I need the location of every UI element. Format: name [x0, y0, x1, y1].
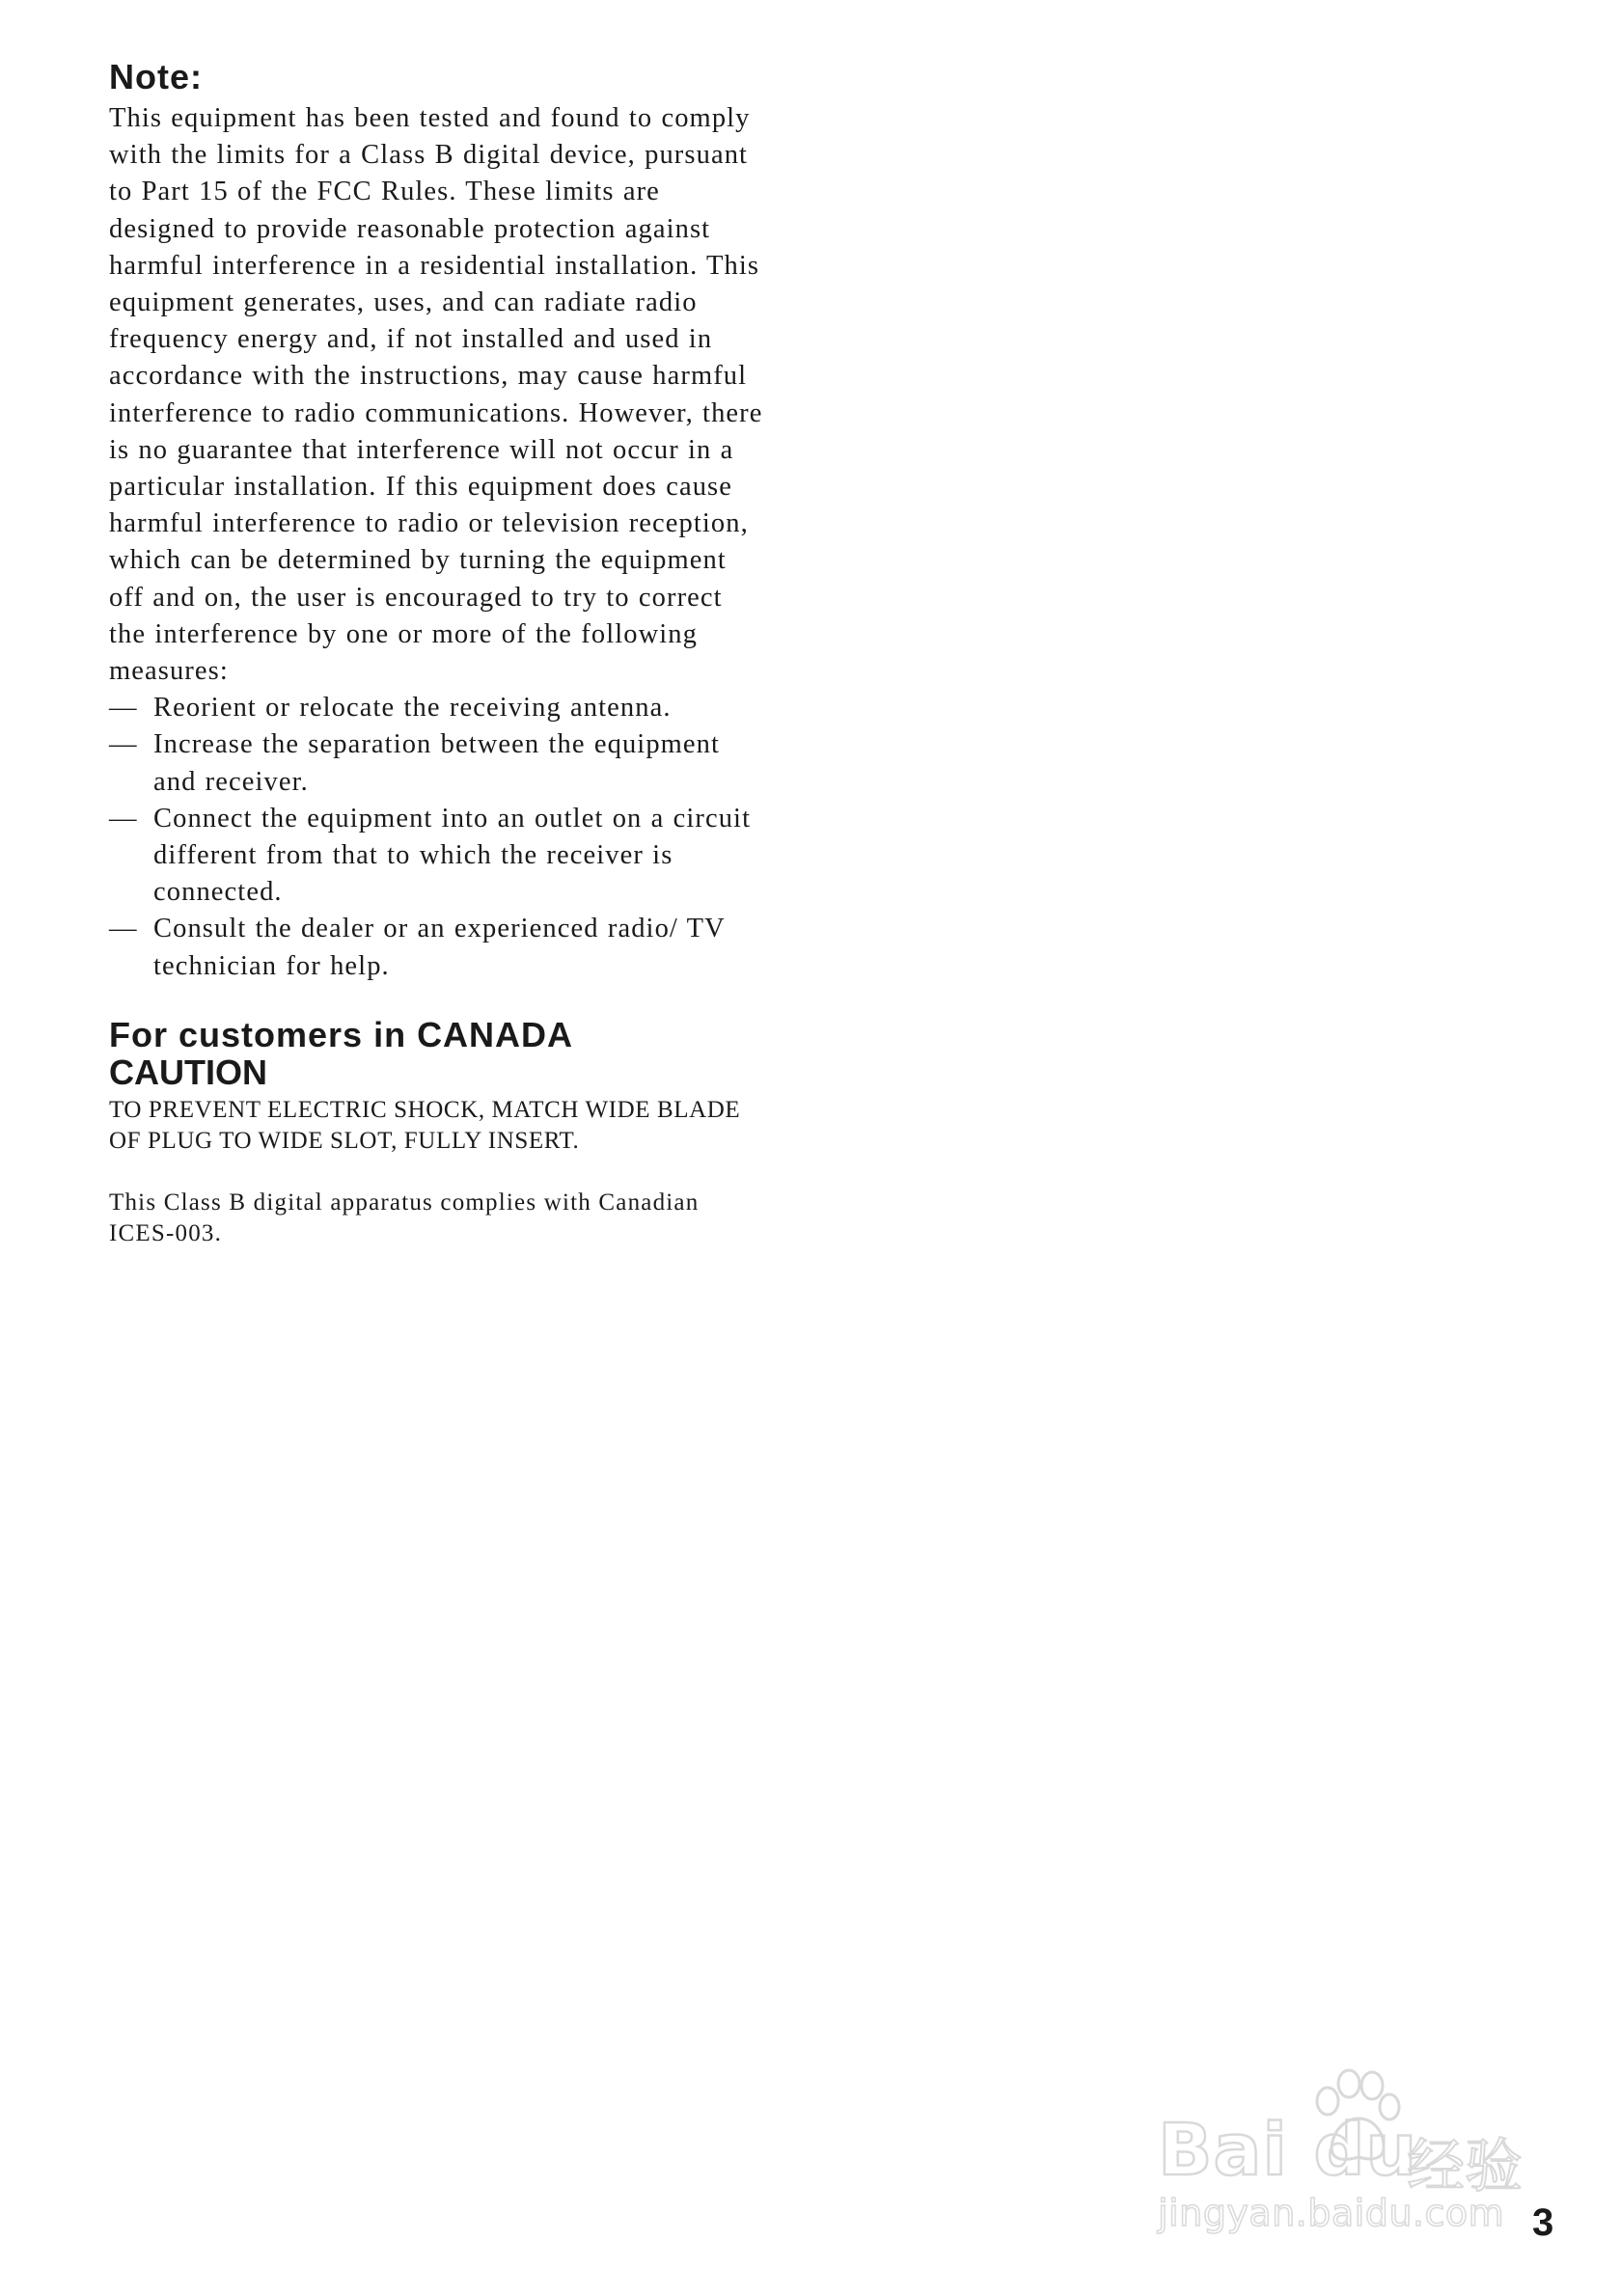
page-number: 3	[1532, 2201, 1554, 2244]
fcc-paragraph: This equipment has been tested and found to comply with the limits for a Class B digital device, pursuant to Part 15 of the FCC Rules. These limits are designed to provide reasonable protection against harmful interference in a residential installation. This equipment generates, uses, and can radiate radio frequency energy and, if not installed and used in accordance with the instructions, may cause harmful interference to radio communications. However, there is no guarantee that interference will not occur in a particular installation. If this equipment does cause harmful interference to radio or television reception, which can be determined by turning the equipment off and on, the user is encouraged to try to correct the interference by one or more of the following measures:	[109, 103, 763, 687]
caution-heading: CAUTION	[109, 1052, 267, 1092]
dash-marker: —	[109, 803, 138, 834]
dash-marker: —	[109, 693, 138, 724]
canada-heading: For customers in CANADA	[109, 1014, 574, 1054]
dash-marker: —	[109, 729, 138, 760]
measure-text: Connect the equipment into an outlet on a circuit different from that to which the receiver is connected.	[153, 803, 752, 908]
list-item	[109, 911, 765, 984]
watermark-chinese: 经验	[1407, 2133, 1523, 2200]
list-item	[109, 801, 765, 912]
measure-text: Increase the separation between the equipment and receiver.	[153, 729, 721, 797]
main-column	[109, 57, 765, 1249]
dash-marker: —	[109, 914, 138, 944]
measure-text: Reorient or relocate the receiving antenna.	[153, 693, 672, 724]
watermark-url: jingyan.baidu.com	[1158, 2192, 1505, 2234]
list-item	[109, 690, 765, 726]
canada-section	[109, 1016, 765, 1249]
measure-text: Consult the dealer or an experienced radio/ TV technician for help.	[153, 914, 726, 981]
measures-list	[109, 690, 765, 985]
note-heading: Note:	[109, 57, 203, 96]
baidu-watermark	[1154, 2064, 1536, 2238]
ices-statement: This Class B digital apparatus complies with Canadian ICES-003.	[109, 1189, 700, 1246]
caution-text: TO PREVENT ELECTRIC SHOCK, MATCH WIDE BLADE OF PLUG TO WIDE SLOT, FULLY INSERT.	[109, 1096, 741, 1154]
watermark-brand: Bai du	[1158, 2109, 1418, 2192]
list-item	[109, 726, 765, 800]
